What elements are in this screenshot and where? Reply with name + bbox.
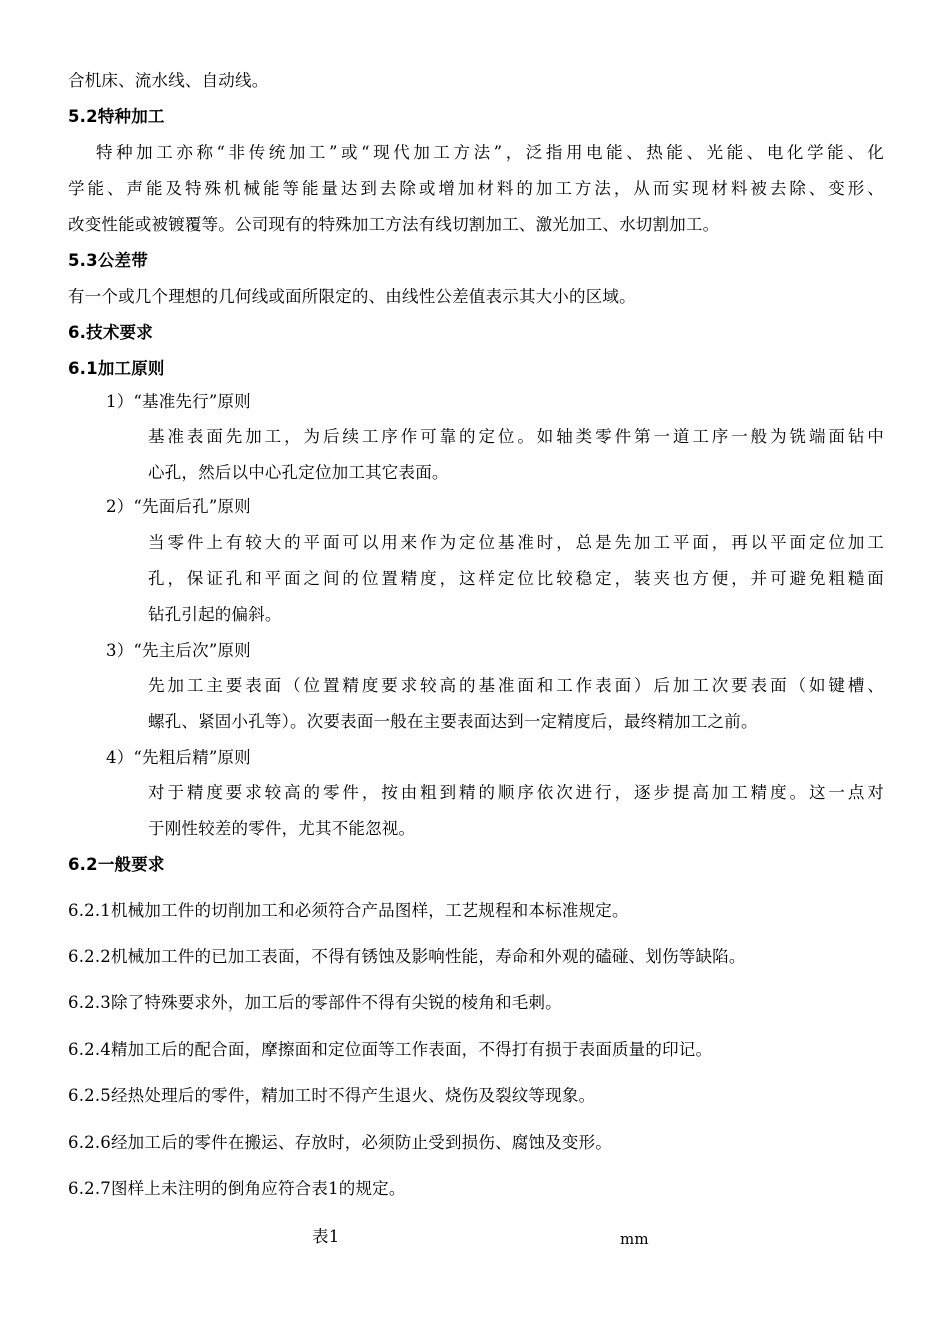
paragraph-line: 改变性能或被镀覆等。公司现有的特殊加工方法有线切割加工、激光加工、水切割加工。 xyxy=(68,215,720,234)
paragraph-line: 钻孔引起的偏斜。 xyxy=(148,605,282,624)
paragraph-line: 心孔，然后以中心孔定位加工其它表面。 xyxy=(148,463,449,482)
paragraph-line: 孔，保证孔和平面之间的位置精度，这样定位比较稳定，装夹也方便，并可避免粗糙面 xyxy=(148,569,884,588)
paragraph-line: 螺孔、紧固小孔等）。次要表面一般在主要表面达到一定精度后，最终精加工之前。 xyxy=(148,712,758,731)
table-caption: 表1 xyxy=(312,1227,340,1246)
requirement-item: 6.2.5经热处理后的零件，精加工时不得产生退火、烧伤及裂纹等现象。 xyxy=(68,1086,596,1105)
requirement-item: 6.2.2机械加工件的已加工表面，不得有锈蚀及影响性能，寿命和外观的磕碰、划伤等缺陷。 xyxy=(68,947,746,966)
paragraph-line: 学能、声能及特殊机械能等能量达到去除或增加材料的加工方法，从而实现材料被去除、变形、 xyxy=(68,179,884,198)
principle-heading-1: 1）“基准先行”原则 xyxy=(106,392,251,411)
section-heading-6: 6.技术要求 xyxy=(68,323,153,342)
principle-heading-2: 2）“先面后孔”原则 xyxy=(106,497,251,516)
paragraph-line: 先加工主要表面（位置精度要求较高的基准面和工作表面）后加工次要表面（如键槽、 xyxy=(148,676,884,695)
principle-heading-4: 4）“先粗后精”原则 xyxy=(106,748,251,767)
paragraph-line: 对于精度要求较高的零件，按由粗到精的顺序依次进行，逐步提高加工精度。这一点对 xyxy=(148,783,884,802)
paragraph-line: 于刚性较差的零件，尤其不能忽视。 xyxy=(148,819,416,838)
requirement-item: 6.2.7图样上未注明的倒角应符合表1的规定。 xyxy=(68,1179,406,1198)
section-heading-6-2: 6.2一般要求 xyxy=(68,855,165,874)
paragraph-line: 当零件上有较大的平面可以用来作为定位基准时，总是先加工平面，再以平面定位加工 xyxy=(148,533,884,552)
paragraph-line: 特种加工亦称“非传统加工”或“现代加工方法”，泛指用电能、热能、光能、电化学能、化 xyxy=(96,143,884,162)
requirement-item: 6.2.1机械加工件的切削加工和必须符合产品图样，工艺规程和本标准规定。 xyxy=(68,901,629,920)
paragraph-line: 基准表面先加工，为后续工序作可靠的定位。如轴类零件第一道工序一般为铣端面钻中 xyxy=(148,427,884,446)
section-heading-5-2: 5.2特种加工 xyxy=(68,107,165,126)
requirement-item: 6.2.6经加工后的零件在搬运、存放时，必须防止受到损伤、腐蚀及变形。 xyxy=(68,1133,612,1152)
section-heading-5-3: 5.3公差带 xyxy=(68,251,148,270)
table-unit: mm xyxy=(620,1230,649,1248)
paragraph-line: 有一个或几个理想的几何线或面所限定的、由线性公差值表示其大小的区域。 xyxy=(68,287,636,306)
requirement-item: 6.2.4精加工后的配合面，摩擦面和定位面等工作表面，不得打有损于表面质量的印记。 xyxy=(68,1040,713,1059)
requirement-item: 6.2.3除了特殊要求外，加工后的零部件不得有尖锐的棱角和毛刺。 xyxy=(68,993,562,1012)
paragraph-line: 合机床、流水线、自动线。 xyxy=(68,71,269,90)
principle-heading-3: 3）“先主后次”原则 xyxy=(106,641,251,660)
section-heading-6-1: 6.1加工原则 xyxy=(68,359,165,378)
